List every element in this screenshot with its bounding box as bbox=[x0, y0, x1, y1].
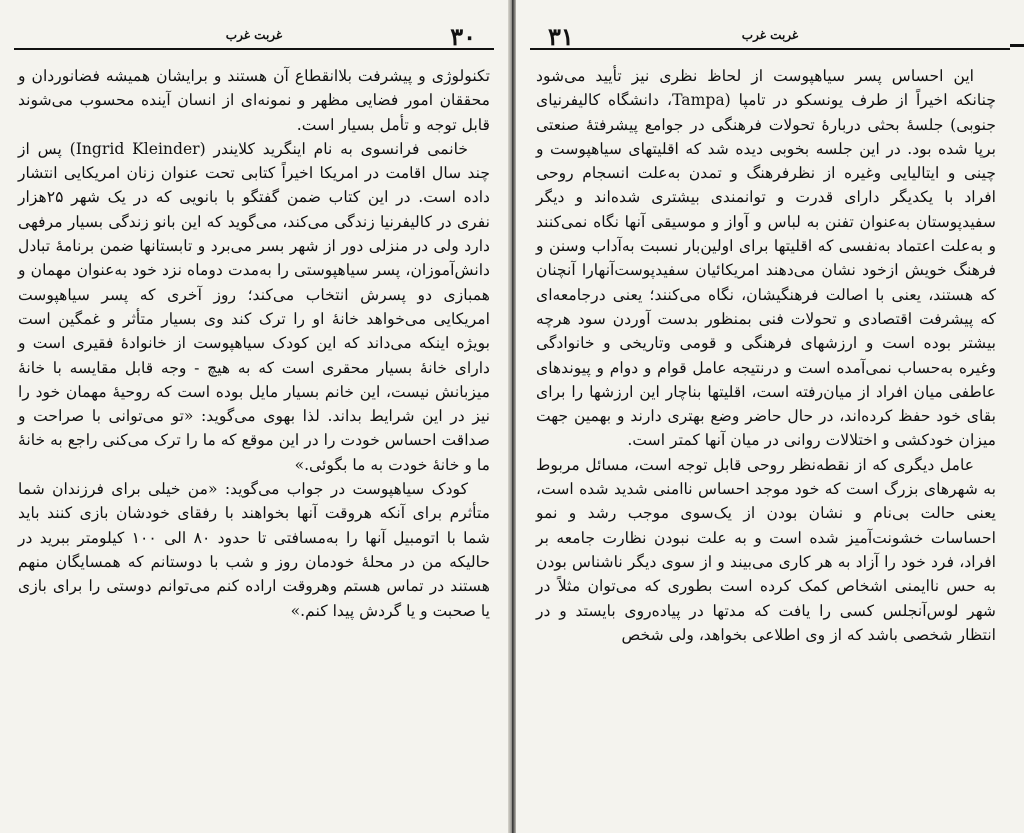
right-running-title: غربت غرب bbox=[741, 28, 799, 42]
left-running-title: غربت غرب bbox=[225, 28, 283, 42]
right-paragraph-2: عامل دیگری که از نقطه‌نظر روحی قابل توجه است، مسائل مربوط به شهرهای بزرگ است که خود موجد احساس ناامنی شدید شده است، یعنی حالت بی‌نام و نشان بودن از یک‌سوی موجب رشد و نمو احساسات خشونت‌آمیز شده است و به علت نبودن نظارت جامعه بر افراد، فرد خود را آزاد به هر کاری می‌بیند و از سوی دیگر ناشناس بودن به حس ناایمنی اشخاص کمک کرده است بطوری که می‌توان مثلاً در شهر لوس‌آنجلس کسی را یافت که مدتها در پیاده‌روی بایستد و در انتظار شخصی باشد که از وی اطلاعی بخواهد، ولی شخص bbox=[536, 455, 996, 644]
left-page-number: ۳۰ bbox=[450, 22, 476, 51]
right-paragraph-1: این احساس پسر سیاهپوست از لحاظ نظری نیز تأیید می‌شود چنانکه اخیراً از طرف یونسکو در تامپا (Tampa، دانشگاه کالیفرنیای جنوبی) جلسهٔ بحثی دربارهٔ تحولات فرهنگی در جوامع پیشرفتهٔ صنعتی برپا شده بود. در این جلسه بخوبی دیده شد که اقلیتهای سیاهپوست و چینی و ایتالیایی وغیره از نظرفرهنگ و تمدن به‌علت انسجام روحی افراد با یکدیگر دارای قدرت و توانمندی بیشتری شده‌اند و دیگر سفیدپوستان به‌عنوان تفنن به لباس و آواز و موسیقی آنها نگاه نمی‌کنند و به‌علت اعتماد به‌نفسی که اقلیتها برای اولین‌بار نسبت به‌آداب وسنن و فرهنگ خویش ازخود نشان می‌دهند امریکائیان سفیدپوست‌آنهارا آنچنان که هستند، یعنی با اصالت فرهنگیشان، نگاه می‌کنند؛ یعنی درجامعه‌ای که پیشرفت اقتصادی و تحولات فنی بمنظور بدست آوردن سود هرچه بیشتر بوده است و ارزشهای فرهنگی و قومی وتاریخی و خانوادگی وغیره به‌حساب نمی‌آمده است و درنتیجه عامل قوام و دوام و پیوندهای عاطفی میان افراد از میان‌رفته است، اقلیتها بناچار این ارزشها را برای بقای خود حفظ کرده‌اند، در حال حاضر وضع بهتری دارند و بهمین جهت میزان خودکشی و اختلالات روانی در میان آنها کمتر است. bbox=[536, 67, 996, 450]
left-body-text bbox=[18, 64, 490, 827]
right-page bbox=[516, 0, 1024, 833]
left-paragraph-1: تکنولوژی و پیشرفت بلاانقطاع آن هستند و برایشان همیشه فضانوردان و محققان امور فضایی مظهر و نمونه‌ای از انسان آینده محسوب می‌شوند قابل توجه و تأمل بسیار است. bbox=[18, 67, 490, 134]
left-paragraph-2: خانمی فرانسوی به نام اینگرید کلایندر (Ingrid Kleinder) پس از چند سال اقامت در امریکا اخیراً کتابی تحت عنوان زنان امریکایی انتشار داده است. در این کتاب ضمن گفتگو با بانویی که در یک شهر ۲۵هزار نفری در کالیفرنیا زندگی می‌کند، می‌گوید که این بانو زندگی بسیار مرفهی دارد ولی در منزلی دور از شهر بسر می‌برد و تابستانها ضمن برنامهٔ تبادل دانش‌آموزان، پسر سیاهپوستی را به‌مدت دوماه نزد خود به‌عنوان مهمان و همبازی دو پسرش انتخاب می‌کند؛ روز آخری که پسر سیاهپوست امریکایی می‌خواهد خانهٔ او را ترک کند وی بسیار متأثر و غمگین است بویژه اینکه می‌داند که این کودک سیاهپوست از خانوادهٔ فقیری است و دارای خانهٔ بسیار محقری است که به هیچ - وجه قابل مقایسه با خانهٔ میزبانش نیست، این خانم بسیار مایل بوده است که روحیهٔ مهمان خود را نیز در این شرایط بداند. لذا بهوی می‌گوید: «تو می‌توانی با صراحت و صداقت احساس خودت را در این موقع که ما را ترک می‌کنی راجع به خانهٔ ما و خانهٔ خودت به ما بگوئی.» bbox=[18, 139, 490, 474]
right-page-number: ۳۱ bbox=[548, 22, 574, 51]
left-running-head bbox=[14, 22, 494, 50]
book-gutter bbox=[508, 0, 516, 833]
right-body-text bbox=[536, 64, 996, 827]
left-page bbox=[0, 0, 508, 833]
right-running-head bbox=[530, 22, 1010, 50]
thumb-tab-mark bbox=[1010, 44, 1024, 47]
left-paragraph-3: کودک سیاهپوست در جواب می‌گوید: «من خیلی برای فرزندان شما متأثرم برای آنکه هروقت آنها بخواهند با رفقای خودشان بازی کنند باید شما با اتومبیل آنها را به‌مسافتی تا حدود ۸۰ الی ۱۰۰ کیلومتر ببرید در حالیکه من در محلهٔ خودمان روز و شب با دوستانم که همسایگان منهم هستند در تماس هستم وهروقت اراده کنم می‌توانم دوستی را برای بازی یا صحبت و یا گردش پیدا کنم.» bbox=[18, 480, 490, 620]
